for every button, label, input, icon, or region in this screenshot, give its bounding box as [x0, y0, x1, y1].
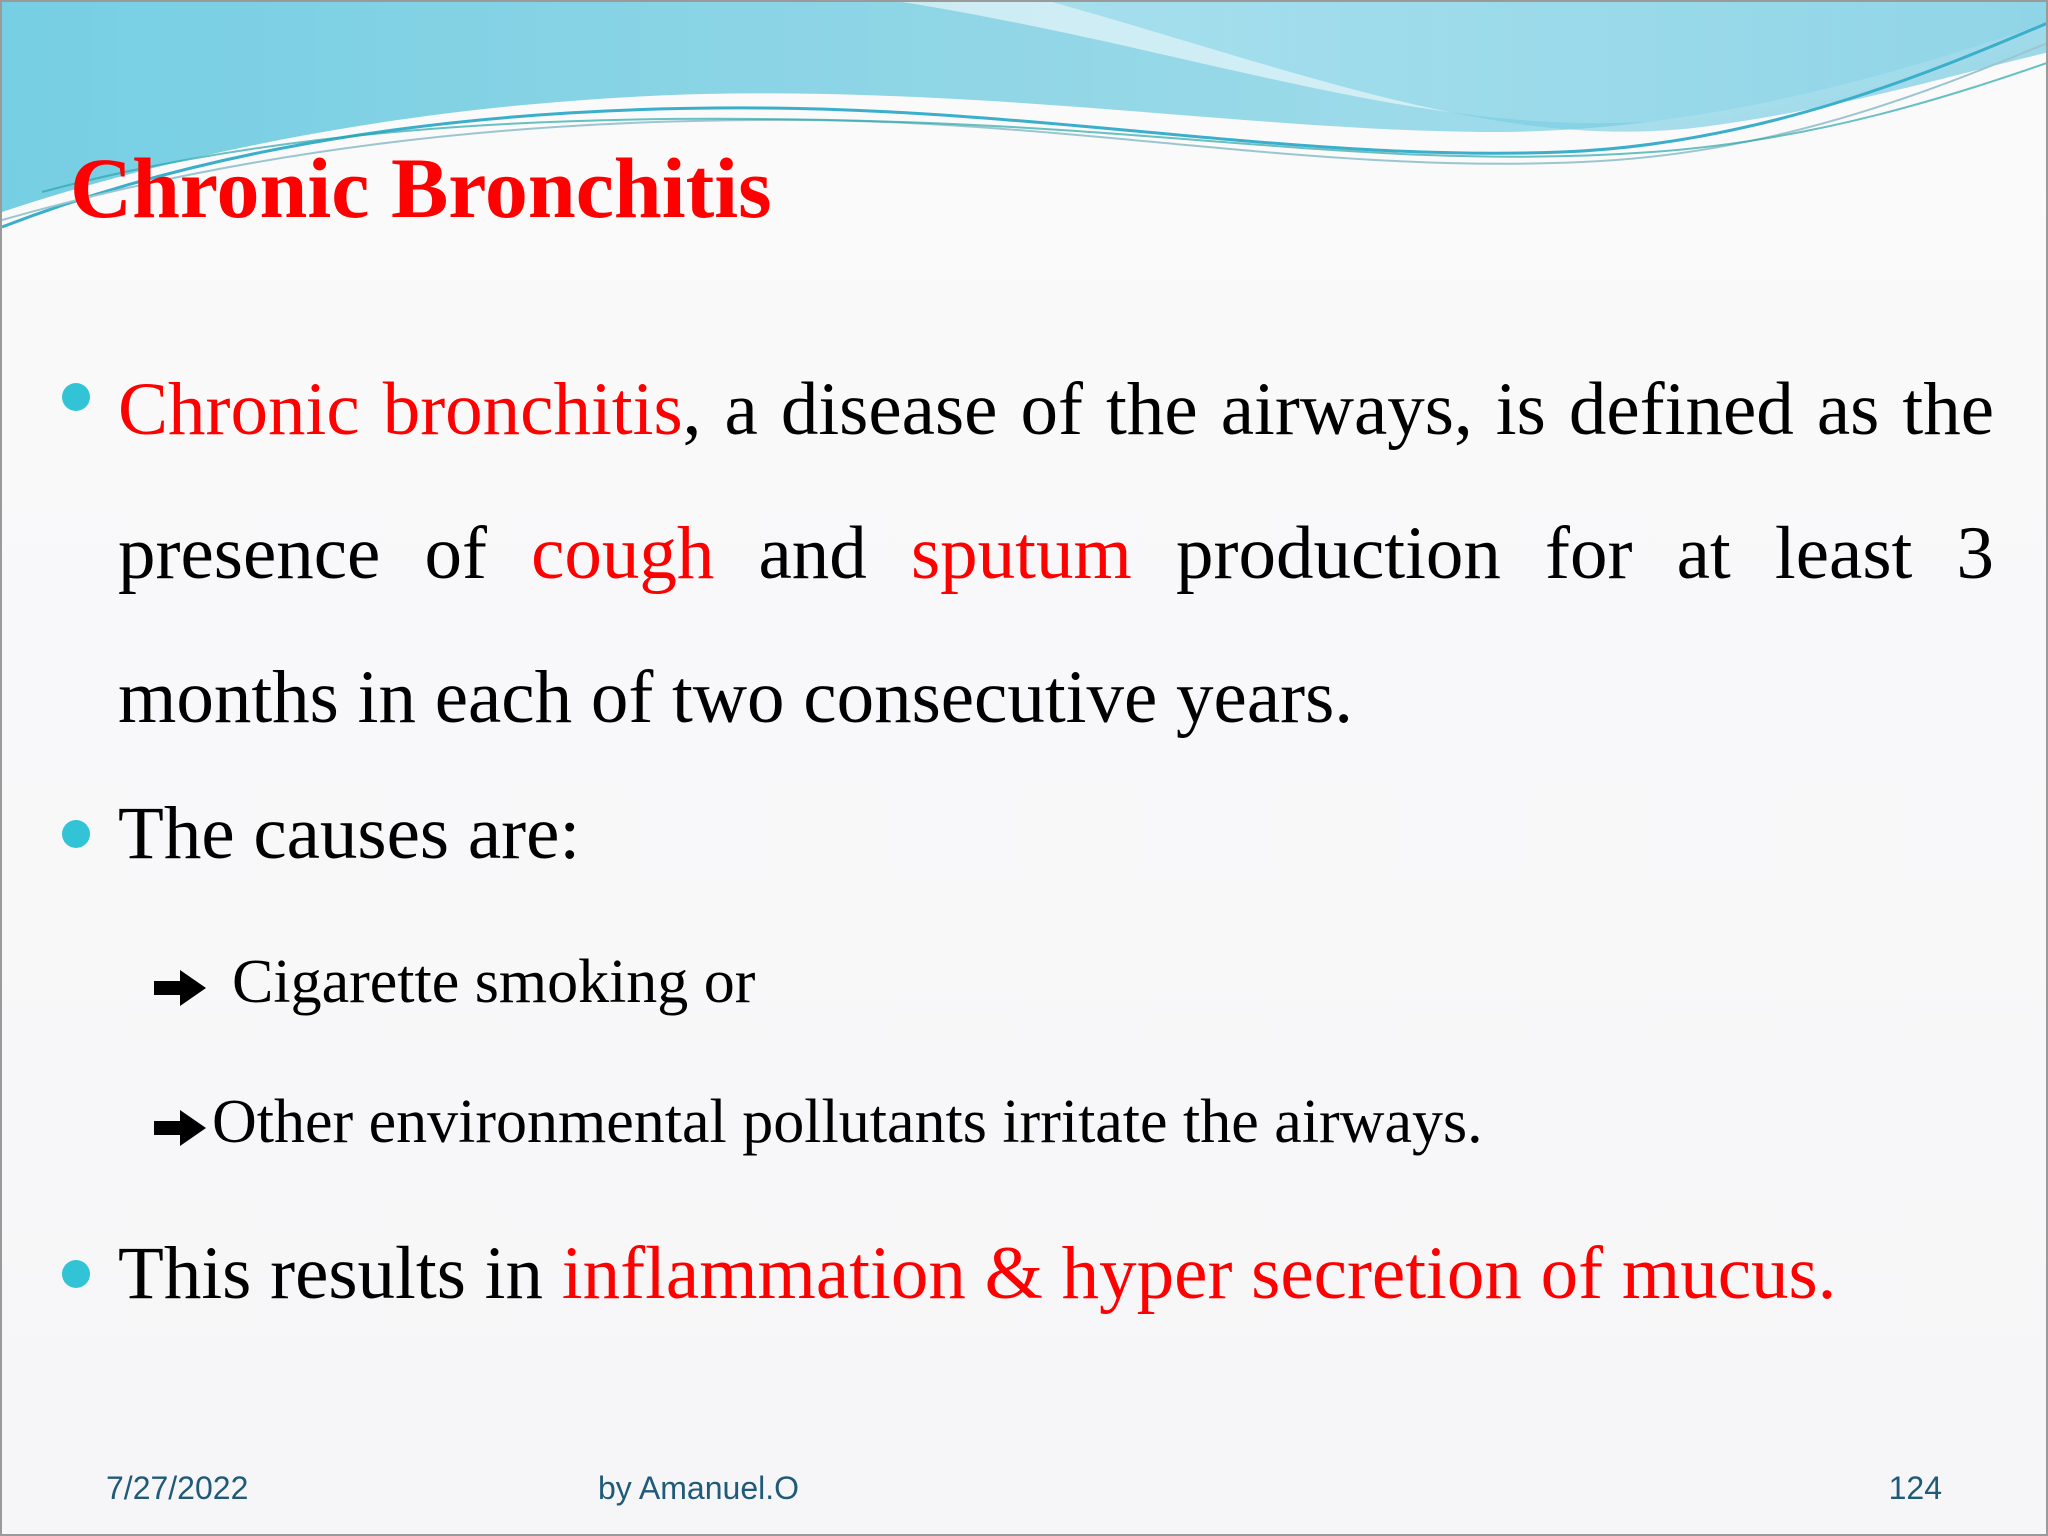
definition-text-and: and — [714, 512, 911, 595]
bullet-result — [118, 1222, 1994, 1326]
bullet-causes — [118, 782, 1994, 886]
result-highlight: inflammation & hyper secretion of mucus. — [561, 1232, 1837, 1315]
term-cough: cough — [531, 512, 715, 595]
footer-page-number: 124 — [1888, 1470, 1942, 1506]
slide-title: Chronic Bronchitis — [70, 140, 772, 236]
term-sputum: sputum — [910, 512, 1132, 595]
sub-bullet-cigarette — [150, 942, 755, 1022]
bullet-marker-icon — [62, 383, 90, 411]
causes-heading: The causes are: — [118, 792, 581, 875]
bullet-marker-icon — [62, 1260, 90, 1288]
bullet-definition — [118, 338, 1994, 770]
sub-bullet-pollutants — [150, 1082, 1483, 1162]
sub-bullet-text: Cigarette smoking or — [232, 948, 756, 1016]
definition-text: , a disease of the airways, is defined as the presence of — [118, 368, 1994, 595]
result-text: This results in — [118, 1232, 562, 1315]
arrow-right-icon — [150, 1104, 210, 1152]
definition-text-duration: production for at least 3 months in each of two consecutive years. — [118, 512, 1994, 739]
sub-bullet-text: Other environmental pollutants irritate the airways. — [212, 1088, 1483, 1156]
arrow-right-icon — [150, 964, 210, 1012]
footer-date: 7/27/2022 — [106, 1470, 249, 1506]
bullet-marker-icon — [62, 820, 90, 848]
footer-author: by Amanuel.O — [598, 1470, 799, 1506]
term-chronic-bronchitis: Chronic bronchitis — [118, 368, 683, 451]
